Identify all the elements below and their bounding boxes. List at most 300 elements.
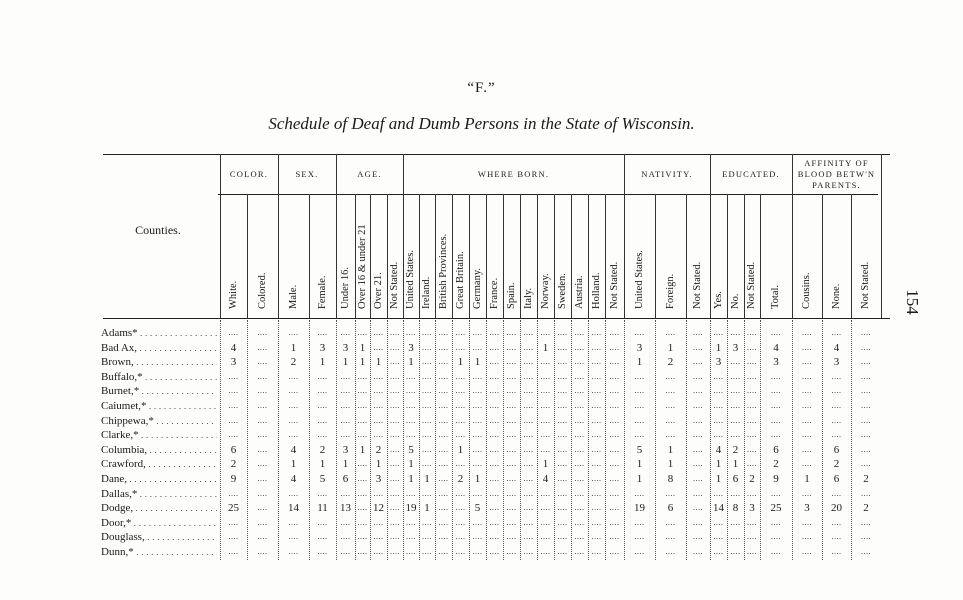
table-cell: .... xyxy=(373,517,384,527)
table-cell: .... xyxy=(831,401,842,410)
table-cell: .... xyxy=(730,415,741,425)
table-cell: .... xyxy=(771,430,781,440)
table-cell: .... xyxy=(406,371,416,381)
table-cell: 1 xyxy=(636,458,643,471)
table-cell: .... xyxy=(438,415,449,425)
table-cell: .... xyxy=(771,401,781,410)
table-cell: .... xyxy=(506,342,517,352)
column-header: Norway. xyxy=(539,273,551,309)
table-cell: 2 xyxy=(732,443,739,456)
table-cell: .... xyxy=(472,401,483,410)
table-cell: .... xyxy=(557,401,568,410)
table-cell: 1 xyxy=(375,458,382,471)
table-cell: .... xyxy=(591,459,602,469)
table-cell: .... xyxy=(489,547,500,556)
table-cell: .... xyxy=(506,517,517,527)
table-cell: .... xyxy=(257,328,268,337)
table-cell: .... xyxy=(747,517,757,527)
table-cell: .... xyxy=(609,459,620,469)
table-cell: .... xyxy=(340,415,351,425)
table-cell: .... xyxy=(472,430,483,440)
table-cell: .... xyxy=(406,415,416,425)
table-cell: .... xyxy=(802,401,812,410)
table-cell: .... xyxy=(523,532,534,542)
table-cell: .... xyxy=(771,371,781,381)
table-cell: .... xyxy=(373,430,384,440)
table-cell: .... xyxy=(557,357,568,367)
county-name: Bad Ax, . . . xyxy=(101,341,217,355)
table-cell: .... xyxy=(422,430,432,440)
table-cell: .... xyxy=(257,357,268,367)
table-cell: .... xyxy=(455,459,466,469)
table-cell: 2 xyxy=(863,473,869,485)
table-cell: .... xyxy=(357,474,368,483)
table-cell: 2 xyxy=(290,356,297,369)
table-cell: .... xyxy=(574,415,585,425)
table-cell: .... xyxy=(422,415,432,425)
table-cell: .... xyxy=(506,503,517,513)
table-cell: .... xyxy=(228,430,239,440)
table-cell: .... xyxy=(455,415,466,425)
table-cell: .... xyxy=(730,547,741,556)
table-cell: .... xyxy=(340,488,351,498)
table-cell: .... xyxy=(574,488,585,498)
table-cell: .... xyxy=(357,517,368,527)
column-header: None. xyxy=(830,283,842,309)
table-cell: .... xyxy=(489,386,500,396)
table-cell: .... xyxy=(523,371,534,381)
table-cell: .... xyxy=(693,503,703,513)
county-name: Adams* . . . xyxy=(101,326,217,340)
table-cell: .... xyxy=(574,547,585,556)
table-cell: .... xyxy=(357,371,368,381)
table-cell: .... xyxy=(489,371,500,381)
table-cell: .... xyxy=(257,532,268,542)
table-cell: .... xyxy=(574,357,585,367)
column-header: Over 16 & under 21 xyxy=(356,224,368,309)
table-cell: 3 xyxy=(375,473,382,485)
table-cell: .... xyxy=(831,371,842,381)
table-cell: .... xyxy=(693,459,703,469)
table-cell: .... xyxy=(557,430,568,440)
table-cell: .... xyxy=(340,371,351,381)
table-cell: .... xyxy=(802,357,812,367)
table-cell: .... xyxy=(422,386,432,396)
table-cell: .... xyxy=(609,371,620,381)
table-cell: .... xyxy=(390,386,400,396)
table-cell: .... xyxy=(406,328,416,337)
table-cell: .... xyxy=(373,415,384,425)
table-cell: 6 xyxy=(833,443,840,456)
table-cell: .... xyxy=(861,401,871,410)
county-name: Crawford, . . . xyxy=(101,457,217,471)
table-cell: .... xyxy=(861,547,871,556)
table-cell: .... xyxy=(406,401,416,410)
table-cell: .... xyxy=(317,386,328,396)
table-cell: 3 xyxy=(749,502,755,515)
table-header-rule xyxy=(103,318,890,319)
table-cell: .... xyxy=(771,517,781,527)
table-cell: .... xyxy=(523,459,534,469)
table-cell: .... xyxy=(390,342,400,352)
table-cell: .... xyxy=(455,430,466,440)
table-cell: .... xyxy=(340,401,351,410)
table-cell: .... xyxy=(557,459,568,469)
table-cell: .... xyxy=(713,430,724,440)
county-name: Brown, . . . xyxy=(101,355,217,369)
table-cell: .... xyxy=(574,517,585,527)
table-cell: .... xyxy=(390,474,400,483)
column-header: Yes. xyxy=(712,291,724,309)
table-cell: .... xyxy=(506,488,517,498)
column-divider xyxy=(822,194,823,318)
county-name: Door,* . . . xyxy=(101,516,217,530)
table-cell: .... xyxy=(506,386,517,396)
table-cell: .... xyxy=(472,459,483,469)
table-cell: .... xyxy=(574,459,585,469)
table-cell: .... xyxy=(288,517,299,527)
table-cell: .... xyxy=(506,328,517,337)
table-cell: .... xyxy=(257,444,268,454)
table-cell: .... xyxy=(591,547,602,556)
county-name: Dallas,* . . . xyxy=(101,487,217,501)
table-cell: .... xyxy=(489,342,500,352)
table-cell: .... xyxy=(634,430,645,440)
table-cell: 14 xyxy=(288,502,299,515)
table-cell: .... xyxy=(557,532,568,542)
table-cell: 1 xyxy=(474,356,481,369)
table-cell: .... xyxy=(609,342,620,352)
table-cell: .... xyxy=(438,488,449,498)
table-cell: .... xyxy=(288,401,299,410)
table-cell: 5 xyxy=(636,443,643,456)
column-header: Colored. xyxy=(256,272,268,309)
table-cell: .... xyxy=(831,547,842,556)
table-cell: .... xyxy=(802,444,812,454)
table-cell: 1 xyxy=(359,356,366,369)
column-header: Cousins. xyxy=(801,272,812,309)
table-cell: .... xyxy=(747,547,757,556)
table-cell: .... xyxy=(257,459,268,469)
table-cell: 4 xyxy=(773,341,779,354)
table-cell: .... xyxy=(455,503,466,513)
table-cell: 3 xyxy=(408,341,414,354)
table-cell: .... xyxy=(730,357,741,367)
table-cell: .... xyxy=(438,386,449,396)
table-cell: 5 xyxy=(408,443,414,456)
table-cell: 1 xyxy=(667,443,674,456)
column-header: White. xyxy=(227,280,239,309)
table-cell: .... xyxy=(609,328,620,337)
table-cell: .... xyxy=(357,532,368,542)
table-cell: .... xyxy=(609,547,620,556)
table-cell: .... xyxy=(523,357,534,367)
table-cell: .... xyxy=(574,401,585,410)
table-cell: .... xyxy=(390,415,400,425)
table-cell: .... xyxy=(802,371,812,381)
table-cell: .... xyxy=(591,386,602,396)
table-cell: 19 xyxy=(405,502,417,515)
table-cell: .... xyxy=(489,532,500,542)
table-cell: .... xyxy=(557,328,568,337)
table-top-rule xyxy=(103,154,890,155)
table-cell: .... xyxy=(438,459,449,469)
table-cell: .... xyxy=(390,547,400,556)
table-cell: .... xyxy=(523,386,534,396)
table-cell: .... xyxy=(730,328,741,337)
table-cell: .... xyxy=(713,415,724,425)
table-cell: .... xyxy=(288,430,299,440)
table-cell: .... xyxy=(406,386,416,396)
table-cell: .... xyxy=(747,444,757,454)
table-cell: .... xyxy=(713,517,724,527)
table-cell: .... xyxy=(634,401,645,410)
table-cell: .... xyxy=(831,386,842,396)
table-cell: 2 xyxy=(319,443,326,456)
column-header: Austria. xyxy=(573,275,585,309)
table-cell: .... xyxy=(506,357,517,367)
column-divider xyxy=(655,194,656,318)
table-cell: .... xyxy=(693,430,703,440)
table-cell: .... xyxy=(317,401,328,410)
table-cell: .... xyxy=(288,371,299,381)
table-cell: 3 xyxy=(732,341,739,354)
table-cell: .... xyxy=(489,415,500,425)
table-cell: .... xyxy=(540,547,551,556)
table-cell: .... xyxy=(406,517,416,527)
table-cell: .... xyxy=(422,547,432,556)
county-name: Dodge, . . . xyxy=(101,501,217,515)
table-cell: .... xyxy=(861,517,871,527)
table-cell: .... xyxy=(257,547,268,556)
table-cell: .... xyxy=(713,371,724,381)
table-cell: .... xyxy=(693,488,703,498)
table-cell: .... xyxy=(523,342,534,352)
table-cell: .... xyxy=(472,547,483,556)
table-cell: .... xyxy=(390,459,400,469)
table-cell: .... xyxy=(609,357,620,367)
table-cell: .... xyxy=(831,415,842,425)
table-cell: .... xyxy=(228,415,239,425)
table-cell: 3 xyxy=(833,356,840,369)
table-cell: .... xyxy=(422,444,432,454)
table-cell: .... xyxy=(730,488,741,498)
table-cell: .... xyxy=(257,342,268,352)
table-cell: .... xyxy=(693,474,703,483)
table-cell: 1 xyxy=(290,458,297,471)
table-cell: .... xyxy=(373,328,384,337)
table-cell: 9 xyxy=(230,473,237,485)
table-cell: .... xyxy=(406,430,416,440)
column-header: United States. xyxy=(633,250,645,309)
table-cell: .... xyxy=(317,488,328,498)
table-cell: .... xyxy=(557,444,568,454)
table-cell: .... xyxy=(523,503,534,513)
table-cell: .... xyxy=(288,415,299,425)
table-cell: 6 xyxy=(732,473,739,485)
column-divider xyxy=(278,154,279,318)
table-cell: .... xyxy=(693,532,703,542)
table-cell: .... xyxy=(489,474,500,483)
column-group-header: EDUCATED. xyxy=(722,168,780,179)
table-cell: 1 xyxy=(542,458,549,471)
table-cell: .... xyxy=(540,488,551,498)
table-cell: .... xyxy=(506,444,517,454)
table-cell: .... xyxy=(771,547,781,556)
table-cell: .... xyxy=(228,547,239,556)
table-cell: .... xyxy=(557,415,568,425)
table-cell: .... xyxy=(591,488,602,498)
column-divider xyxy=(309,194,310,318)
table-cell: .... xyxy=(713,386,724,396)
column-header: Ireland. xyxy=(421,276,432,309)
table-cell: .... xyxy=(634,532,645,542)
table-cell: .... xyxy=(861,532,871,542)
table-cell: 1 xyxy=(342,458,349,471)
table-cell: 4 xyxy=(542,473,549,485)
table-cell: .... xyxy=(693,444,703,454)
table-cell: .... xyxy=(438,532,449,542)
table-cell: .... xyxy=(390,357,400,367)
table-cell: 2 xyxy=(833,458,840,471)
table-cell: .... xyxy=(357,503,368,513)
table-cell: .... xyxy=(713,547,724,556)
column-header: British Provinces. xyxy=(437,233,449,309)
table-cell: .... xyxy=(609,386,620,396)
table-cell: .... xyxy=(489,459,500,469)
table-cell: .... xyxy=(523,401,534,410)
table-cell: .... xyxy=(591,503,602,513)
table-cell: .... xyxy=(257,430,268,440)
table-cell: .... xyxy=(257,503,268,513)
table-cell: .... xyxy=(472,328,483,337)
table-cell: .... xyxy=(317,547,328,556)
table-cell: .... xyxy=(489,517,500,527)
column-divider xyxy=(851,194,852,318)
table-cell: .... xyxy=(802,547,812,556)
table-cell: .... xyxy=(693,371,703,381)
table-cell: .... xyxy=(438,474,449,483)
table-cell: .... xyxy=(861,386,871,396)
column-header: Spain. xyxy=(505,282,517,309)
table-cell: .... xyxy=(730,371,741,381)
table-cell: .... xyxy=(472,371,483,381)
column-header: Male. xyxy=(287,284,299,309)
column-header: Germany. xyxy=(471,267,483,309)
table-cell: .... xyxy=(771,328,781,337)
table-cell: 1 xyxy=(408,356,414,369)
table-cell: .... xyxy=(406,547,416,556)
table-cell: .... xyxy=(228,386,239,396)
table-cell: 13 xyxy=(340,502,351,515)
table-cell: .... xyxy=(713,401,724,410)
table-cell: 1 xyxy=(424,502,430,515)
counties-header: Counties. xyxy=(135,223,181,237)
schedule-label: “F.” xyxy=(467,80,496,96)
table-cell: .... xyxy=(506,401,517,410)
table-cell: .... xyxy=(390,532,400,542)
table-cell: .... xyxy=(438,401,449,410)
table-cell: .... xyxy=(540,401,551,410)
table-cell: 1 xyxy=(636,356,643,369)
table-cell: .... xyxy=(665,386,676,396)
table-cell: .... xyxy=(831,488,842,498)
table-cell: .... xyxy=(340,547,351,556)
table-cell: .... xyxy=(747,357,757,367)
table-cell: .... xyxy=(489,401,500,410)
table-cell: .... xyxy=(861,357,871,367)
table-cell: .... xyxy=(373,547,384,556)
table-cell: .... xyxy=(557,371,568,381)
table-right-edge xyxy=(881,154,882,318)
table-cell: .... xyxy=(257,415,268,425)
table-cell: .... xyxy=(747,371,757,381)
table-cell: 1 xyxy=(636,473,643,485)
table-cell: .... xyxy=(665,401,676,410)
table-cell: .... xyxy=(771,488,781,498)
table-cell: .... xyxy=(693,415,703,425)
column-header: Sweden. xyxy=(556,273,568,309)
table-cell: 3 xyxy=(319,341,326,354)
table-cell: .... xyxy=(317,532,328,542)
table-cell: .... xyxy=(523,488,534,498)
table-cell: .... xyxy=(317,517,328,527)
table-cell: .... xyxy=(557,474,568,483)
table-cell: .... xyxy=(802,430,812,440)
table-cell: .... xyxy=(373,401,384,410)
table-cell: .... xyxy=(373,488,384,498)
table-cell: .... xyxy=(665,488,676,498)
table-cell: .... xyxy=(713,328,724,337)
table-cell: .... xyxy=(557,547,568,556)
table-cell: .... xyxy=(506,371,517,381)
table-cell: .... xyxy=(373,386,384,396)
table-cell: .... xyxy=(357,430,368,440)
table-cell: .... xyxy=(406,488,416,498)
table-cell: .... xyxy=(438,517,449,527)
table-cell: .... xyxy=(747,342,757,352)
table-cell: .... xyxy=(574,371,585,381)
table-cell: .... xyxy=(373,342,384,352)
table-cell: .... xyxy=(489,430,500,440)
table-cell: 1 xyxy=(474,473,481,485)
table-cell: .... xyxy=(591,371,602,381)
table-cell: .... xyxy=(693,517,703,527)
table-cell: .... xyxy=(574,532,585,542)
table-cell: .... xyxy=(438,430,449,440)
table-cell: .... xyxy=(472,488,483,498)
table-cell: .... xyxy=(489,357,500,367)
county-name: Caiumet,* . . . xyxy=(101,399,217,413)
table-cell: .... xyxy=(455,517,466,527)
table-cell: .... xyxy=(489,488,500,498)
table-cell: .... xyxy=(802,415,812,425)
column-group-header: WHERE BORN. xyxy=(477,168,550,179)
table-cell: 20 xyxy=(831,502,842,515)
table-cell: .... xyxy=(802,386,812,396)
table-cell: .... xyxy=(455,401,466,410)
table-cell: .... xyxy=(861,444,871,454)
column-header: Under 16. xyxy=(339,267,351,309)
column-header: United States. xyxy=(405,250,416,309)
table-cell: 2 xyxy=(457,473,464,485)
table-cell: .... xyxy=(406,532,416,542)
table-cell: .... xyxy=(228,328,239,337)
table-cell: .... xyxy=(357,386,368,396)
table-cell: .... xyxy=(422,401,432,410)
county-name: Dane, . . . xyxy=(101,472,217,486)
column-divider xyxy=(792,154,793,318)
